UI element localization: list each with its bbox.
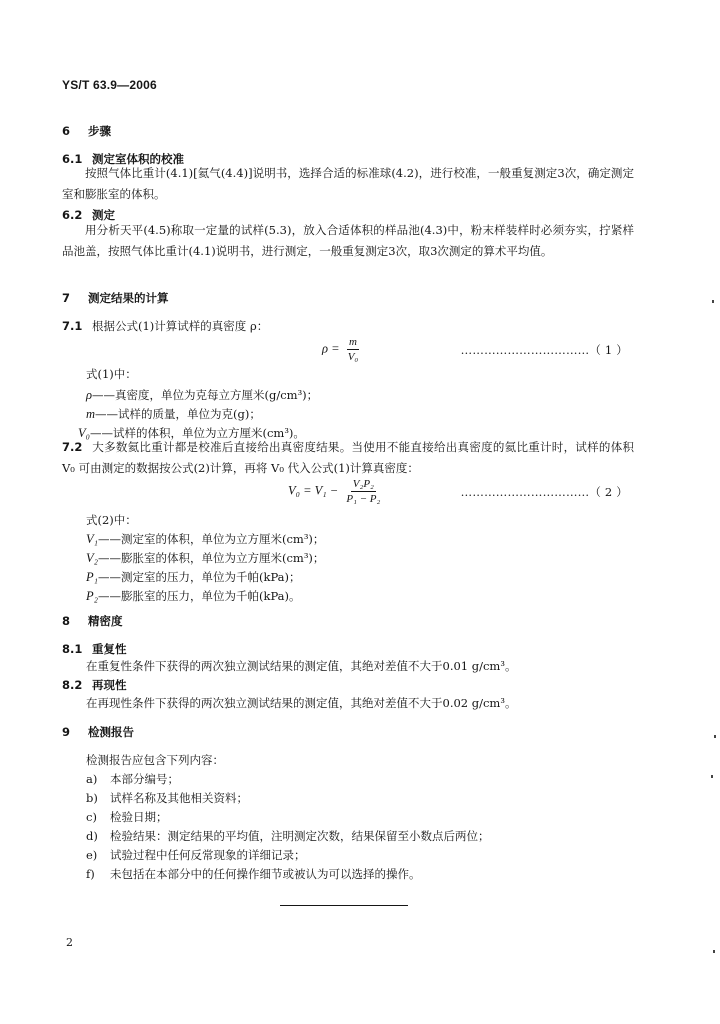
var-symbol: V₀ [78,426,90,440]
scan-speck [713,950,715,953]
var-symbol: m [86,407,96,421]
scan-speck [714,735,716,738]
section-6-2-text: 用分析天平(4.5)称取一定量的试样(5.3)，放入合适体积的样品池(4.3)中，粉末样装样时必须夯实，拧紧样品池盖，按照气体比重计(4.1)说明书，进行测定，一般重复测定3次，取3次测定的算术平均值。 [62,223,634,258]
var-desc: ——试样的体积，单位为立方厘米(cm³)。 [89,426,305,440]
section-number: 8 [62,614,71,628]
formula-2-denominator: P₁ − P₂ [346,493,381,505]
item-label: c) [86,810,97,824]
var-symbol: V₁ [86,532,98,546]
item-text: 检验结果：测定结果的平均值，注明测定次数，结果保留至小数点后两位； [110,829,490,843]
formula-1-numerator: m [348,336,357,348]
section-number: 6.1 [62,152,83,166]
var-desc: ——真密度，单位为克每立方厘米(g/cm³)； [92,388,319,402]
section-9-heading [62,724,134,740]
formula-2 [288,478,382,505]
report-item [86,790,248,806]
section-number: 8.1 [62,642,83,656]
section-8-heading [62,613,123,629]
section-number: 7 [62,291,71,305]
var-v2 [86,550,324,566]
item-label: e) [86,848,98,862]
report-item [86,828,490,844]
scan-speck [711,775,713,778]
var-desc: ——试样的质量，单位为克(g)； [95,407,261,421]
var-m [86,406,261,422]
formula-1-where: 式(1)中： [86,367,137,381]
section-title: 测定 [92,208,115,222]
report-intro: 检测报告应包含下列内容： [86,753,224,767]
section-number: 6 [62,124,71,138]
section-7-2-paragraph [62,437,634,479]
formula-2-fraction [344,478,382,505]
section-7-1-text: 根据公式(1)计算试样的真密度 ρ： [92,319,269,333]
formula-1-lhs: ρ = [322,341,340,356]
item-label: b) [86,791,98,805]
report-item [86,847,306,863]
end-rule [280,905,408,906]
formula-2-lhs: V₀ = V₁ − [288,483,339,498]
section-title: 重复性 [92,642,127,656]
formula-2-numerator: V₂P₂ [352,478,374,490]
scan-speck [712,300,714,303]
section-6-heading [62,123,111,139]
var-desc: ——膨胀室的体积，单位为立方厘米(cm³)； [97,551,325,565]
item-label: f) [86,867,95,881]
section-8-2-text: 在再现性条件下获得的两次独立测试结果的测定值，其绝对差值不大于0.02 g/cm³。 [86,696,517,710]
var-p2 [86,588,301,604]
section-title: 步骤 [88,124,111,138]
section-title: 再现性 [92,678,127,692]
item-text: 试样名称及其他相关资料； [110,791,248,805]
var-p1 [86,569,301,585]
standard-code-header: YS/T 63.9—2006 [62,78,157,92]
var-rho [86,387,318,403]
section-8-1-heading [62,641,127,657]
section-7-2-text: 大多数氦比重计都是校准后直接给出真密度结果。当使用不能直接给出真密度的氦比重计时，试样的体积 V₀ 可由测定的数据按公式(2)计算，再将 V₀ 代入公式(1)计算真密度： [62,440,634,475]
var-desc: ——测定室的体积，单位为立方厘米(cm³)； [97,532,325,546]
section-8-2-heading [62,677,127,693]
item-label: d) [86,829,98,843]
section-title: 检测报告 [88,725,134,739]
var-symbol: P₁ [86,570,98,584]
formula-1-denominator: V₀ [347,351,359,363]
item-text: 检验日期； [110,810,168,824]
section-8-1-text: 在重复性条件下获得的两次独立测试结果的测定值，其绝对差值不大于0.01 g/cm³。 [86,659,517,673]
formula-1-number: ……………………………（ 1 ） [460,343,628,357]
var-desc: ——测定室的压力，单位为千帕(kPa)； [97,570,301,584]
section-number: 7.2 [62,440,83,454]
section-6-1-text: 按照气体比重计(4.1)[氦气(4.4)]说明书，选择合适的标准球(4.2)，进行校准，一般重复测定3次，确定测定室和膨胀室的体积。 [62,166,634,201]
item-text: 试验过程中任何反常现象的详细记录； [110,848,306,862]
formula-2-where: 式(2)中： [86,513,137,527]
formula-1 [322,336,360,363]
report-item [86,866,421,882]
var-desc: ——膨胀室的压力，单位为千帕(kPa)。 [97,589,301,603]
var-symbol: ρ [86,388,92,402]
report-item [86,771,179,787]
page-number: 2 [66,936,73,949]
section-title: 测定结果的计算 [88,291,169,305]
section-title: 精密度 [88,614,123,628]
section-number: 8.2 [62,678,83,692]
item-text: 未包括在本部分中的任何操作细节或被认为可以选择的操作。 [110,867,421,881]
section-7-1-line [62,318,268,334]
section-7-heading [62,290,169,306]
item-text: 本部分编号； [110,772,179,786]
item-label: a) [86,772,98,786]
var-symbol: V₂ [86,551,98,565]
report-item [86,809,168,825]
section-number: 6.2 [62,208,83,222]
section-title: 测定室体积的校准 [92,152,184,166]
var-symbol: P₂ [86,589,98,603]
var-v1 [86,531,324,547]
formula-2-number: ……………………………（ 2 ） [460,485,628,499]
section-number: 9 [62,725,71,739]
formula-1-fraction [346,336,361,363]
section-number: 7.1 [62,319,83,333]
